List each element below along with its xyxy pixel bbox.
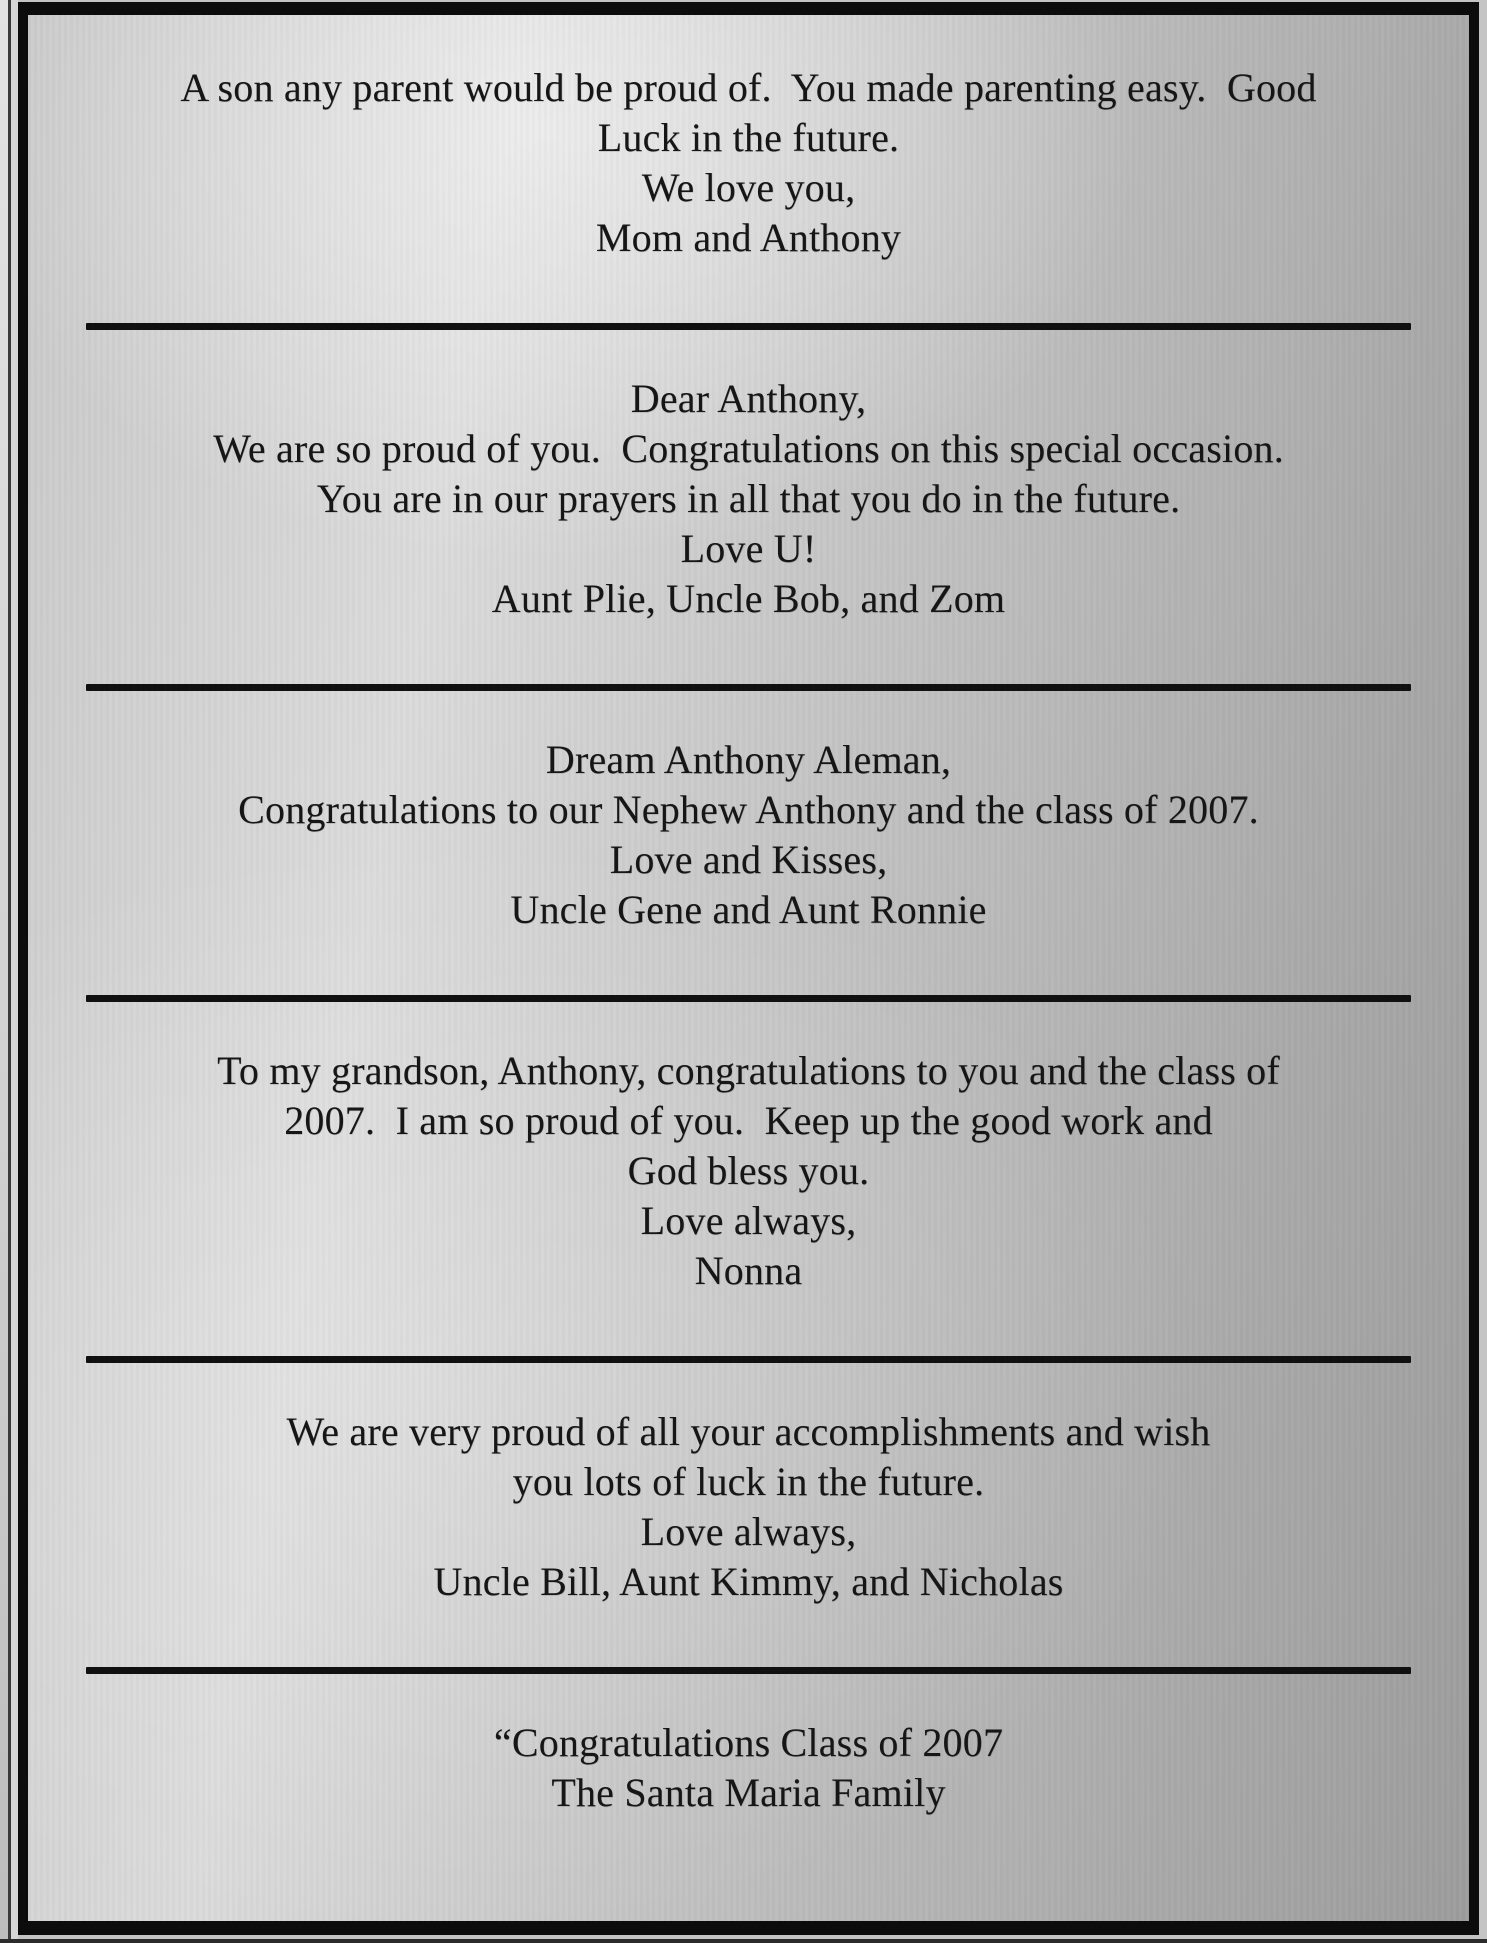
scan-bottom-edge [0,1939,1487,1943]
message-line: 2007. I am so proud of you. Keep up the good work and [284,1098,1213,1143]
section-divider [86,684,1411,691]
message-line: “Congratulations Class of 2007 [493,1720,1004,1765]
section-divider [86,1667,1411,1674]
message-line: Congratulations to our Nephew Anthony and the class of 2007. [238,787,1259,832]
message-line: Luck in the future. [597,115,900,160]
plaque-frame [18,2,1479,1935]
message-signature: The Santa Maria Family [551,1770,946,1815]
section-divider [86,1356,1411,1363]
message-line: Love U! [680,526,817,571]
message-mom-and-anthony [62,63,1435,263]
message-line: Love always, [640,1198,857,1243]
message-aunt-plie-uncle-bob-zom [62,374,1435,624]
scan-edge-gap [11,0,18,1943]
section-divider [86,323,1411,330]
message-santa-maria-family [62,1718,1435,1818]
message-line: Dream Anthony Aleman, [545,737,952,782]
message-line: you lots of luck in the future. [512,1459,985,1504]
message-signature: Mom and Anthony [595,215,902,260]
message-signature: Aunt Plie, Uncle Bob, and Zom [491,576,1006,621]
plaque-content [28,15,1469,1921]
message-uncle-bill-aunt-kimmy-nicholas [62,1407,1435,1607]
message-line: Love and Kisses, [609,837,888,882]
message-line: To my grandson, Anthony, congratulations to you and the class of [217,1048,1280,1093]
message-line: We are so proud of you. Congratulations on this special occasion. [213,426,1284,471]
message-line: God bless you. [627,1148,870,1193]
message-signature: Uncle Gene and Aunt Ronnie [510,887,987,932]
scan-edge-strip [0,0,8,1943]
message-line: Love always, [640,1509,857,1554]
message-signature: Nonna [694,1248,803,1293]
message-signature: Uncle Bill, Aunt Kimmy, and Nicholas [433,1559,1064,1604]
section-divider [86,995,1411,1002]
message-line: We are very proud of all your accomplishments and wish [286,1409,1211,1454]
message-line: A son any parent would be proud of. You made parenting easy. Good [180,65,1317,110]
message-nonna [62,1046,1435,1296]
message-uncle-gene-aunt-ronnie [62,735,1435,935]
message-line: We love you, [641,165,856,210]
message-line: Dear Anthony, [630,376,867,421]
message-line: You are in our prayers in all that you do in the future. [316,476,1181,521]
